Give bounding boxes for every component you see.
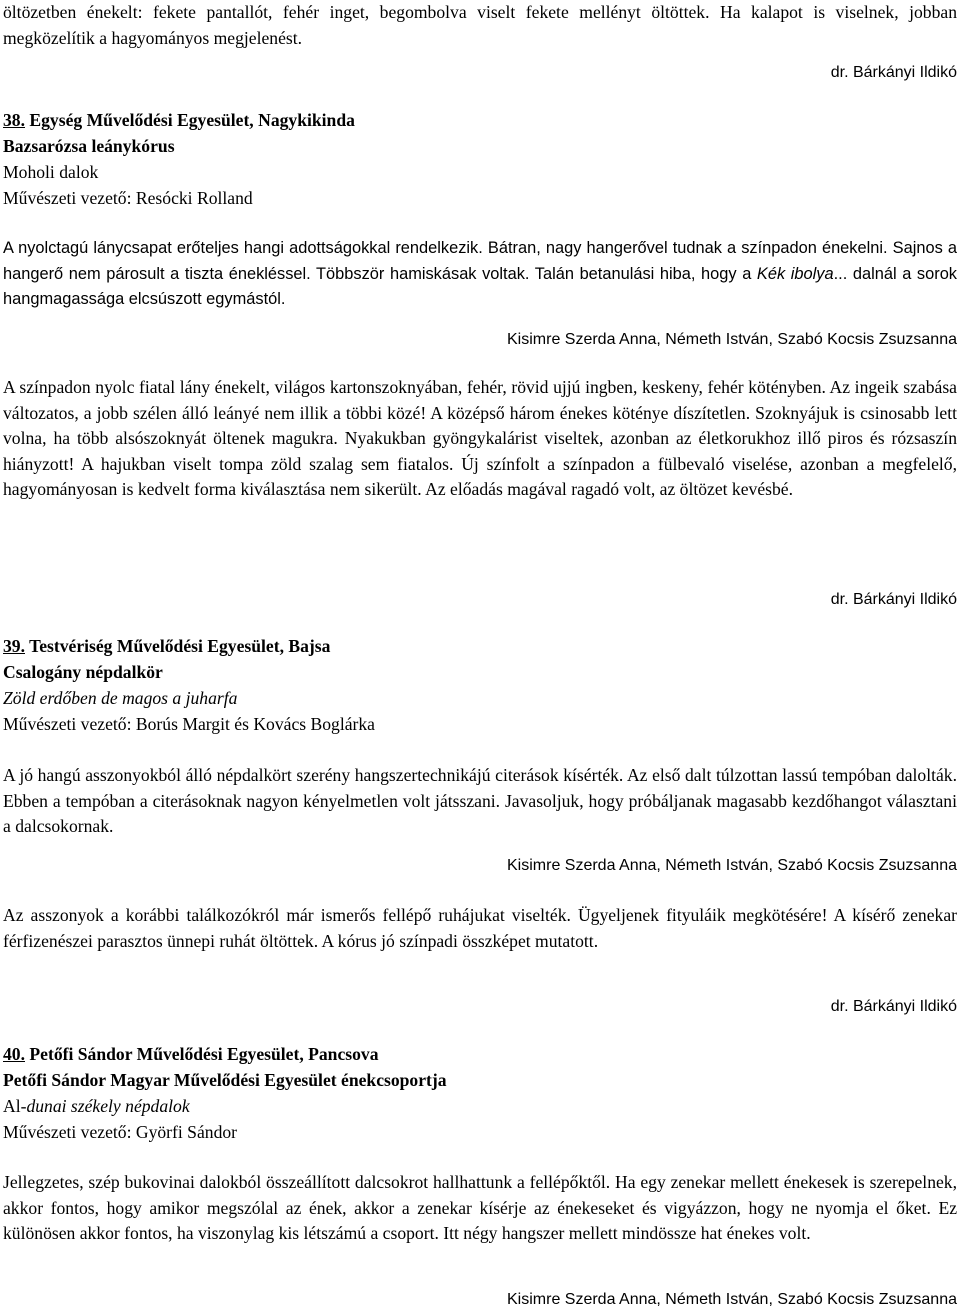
s38-review-text-a: A nyolctagú lánycsapat erőteljes hangi adottságokkal rendelkezik. Bátran, nagy hangerővel tudnak a színpadon énekelni. Sajnos a hangerő nem párosult a tiszta énekléssel. Többször hamiskásak voltak. Talán betanulási hiba, hogy a — [3, 239, 957, 283]
s40-piece-prefix: Al- — [3, 1096, 27, 1116]
s38-heading — [3, 108, 957, 134]
s40-org: Petőfi Sándor Művelődési Egyesület, Pancsova — [25, 1044, 379, 1064]
s38-number: 38. — [3, 110, 25, 130]
s40-piece-title: dunai székely népdalok — [26, 1096, 190, 1116]
s38-jury-signature: Kisimre Szerda Anna, Németh István, Szabó Kocsis Zsuzsanna — [507, 331, 957, 348]
s38-music-review — [3, 236, 957, 313]
s39-number: 39. — [3, 636, 25, 656]
s40-piece — [3, 1094, 957, 1120]
s39-leader: Művészeti vezető: Borús Margit és Kovács Boglárka — [3, 714, 375, 734]
s38-group: Bazsarózsa leánykórus — [3, 136, 175, 156]
s40-leader: Művészeti vezető: Györfi Sándor — [3, 1122, 238, 1142]
intro-signature: dr. Bárkányi Ildikó — [830, 64, 957, 81]
s39-group: Csalogány népdalkör — [3, 662, 163, 682]
s39-music-review: A jó hangú asszonyokból álló népdalkört szerény hangszertechnikájú citerások kísérték. Az első dalt túlzottan lassú tempóban dalolták. Ebben a tempóban a citerásoknak nagyon kényelmetlen volt játsszani. Javasoljuk, hogy próbáljanak magasabb kezdőhangot választani a dalcsokornak. — [3, 765, 957, 837]
s40-group: Petőfi Sándor Magyar Művelődési Egyesület énekcsoportja — [3, 1070, 447, 1090]
s38-costume-signature: dr. Bárkányi Ildikó — [830, 591, 957, 608]
s38-org: Egység Művelődési Egyesület, Nagykikinda — [25, 110, 355, 130]
s38-leader: Művészeti vezető: Resócki Rolland — [3, 188, 253, 208]
s39-costume-review: Az asszonyok a korábbi találkozókról már ismerős fellépő ruhájukat viselték. Ügyeljenek fityuláik megkötésére! A kísérő zenekar férfizenészei parasztos ünnepi ruhát öltöttek. A kórus jó színpadi összképet mutatott. — [3, 905, 957, 951]
s39-piece: Zöld erdőben de magos a juharfa — [3, 688, 238, 708]
intro-paragraph: öltözetben énekelt: fekete pantallót, fehér inget, begombolva viselt fekete mellényt öltöttek. Ha kalapot is viselnek, jobban megközelítik a hagyományos megjelenést. — [3, 2, 957, 48]
s40-music-review: Jellegzetes, szép bukovinai dalokból összeállított dalcsokrot hallhattunk a fellépőktől. Ha egy zenekar mellett énekesek is szerepelnek, akkor fontos, hogy amikor megszólal az ének, akkor a zenekar kísérje az énekeseket és vigyázzon, hogy ne nyomja el őket. Ez különösen akkor fontos, ha viszonylag kis létszámú a csoport. Itt négy hangszer mellett mindössze hat énekes volt. — [3, 1172, 957, 1244]
s40-number: 40. — [3, 1044, 25, 1064]
s39-jury-signature: Kisimre Szerda Anna, Németh István, Szabó Kocsis Zsuzsanna — [507, 857, 957, 874]
s38-song-title: Kék ibolya — [756, 264, 834, 283]
s38-piece: Moholi dalok — [3, 162, 99, 182]
s40-heading — [3, 1042, 957, 1068]
s40-jury-signature: Kisimre Szerda Anna, Németh István, Szabó Kocsis Zsuzsanna — [507, 1291, 957, 1308]
s38-review-text-b: ... dalnál a sorok hangmagassága elcsúszott egymástól. — [3, 264, 958, 309]
s39-heading — [3, 634, 957, 660]
s39-costume-signature: dr. Bárkányi Ildikó — [830, 998, 957, 1015]
s38-costume-review: A színpadon nyolc fiatal lány énekelt, világos kartonszoknyában, fehér, rövid ujjú ingben, keskeny, fehér kötényben. Az ingeik szabása változatos, a jobb szélen álló leányé nem illik a többi közé! A középső három énekes köténye díszítetlen. Szoknyájuk is csinosabb lett volna, ha több alsószoknyát öltenek magukra. Nyakukban gyöngykalárist viseltek, azonban az életkorukhoz illő piros és rózsaszín hiányzott! A hajukban viselt tompa zöld szalag sem fiatalos. Új színfolt a színpadon a fülbevaló viselése, azonban a megfelelő, hagyományosan is kedvelt forma kiválasztása nem sikerült. Az előadás magával ragadó volt, az öltözet kevésbé. — [3, 377, 957, 500]
s39-org: Testvériség Művelődési Egyesület, Bajsa — [25, 636, 331, 656]
